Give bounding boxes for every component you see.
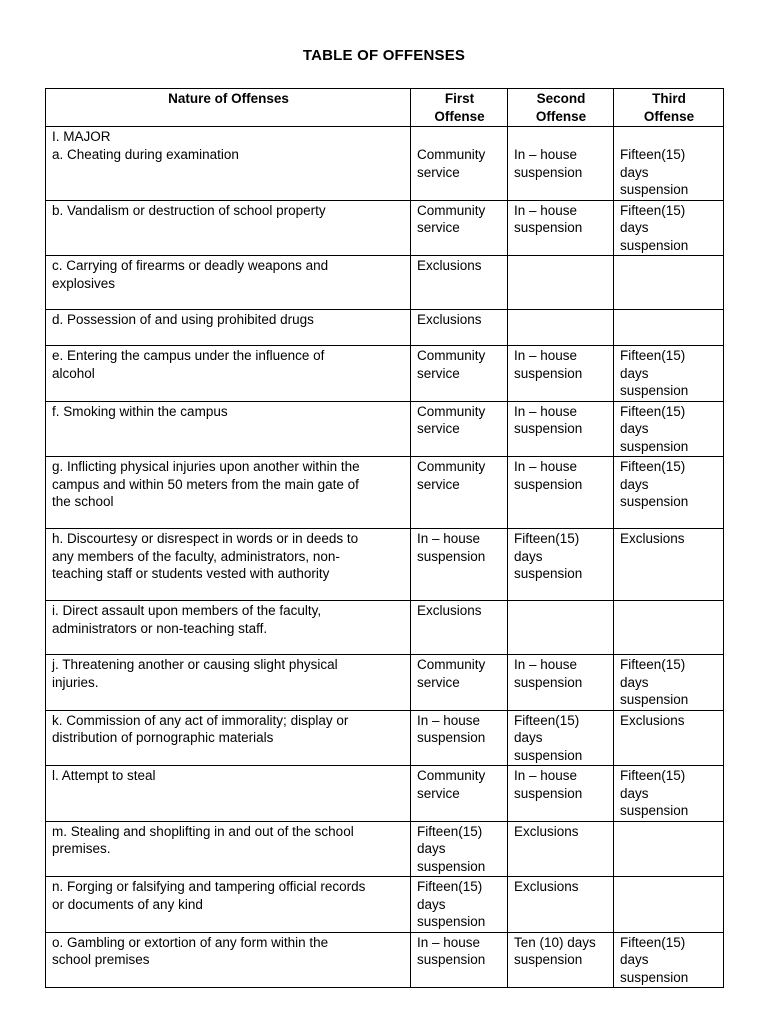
second-offense-cell-text: Ten (10) days suspension [514, 934, 596, 967]
third-offense-cell-text: Fifteen(15) days suspension [620, 934, 689, 985]
offenses-table [45, 88, 724, 988]
offense-cell-text: o. Gambling or extortion of any form within the school premises [52, 934, 329, 967]
third-offense-cell-text: Exclusions [620, 531, 685, 546]
second-offense-cell [508, 601, 614, 655]
offense-cell-text: f. Smoking within the campus [52, 403, 228, 419]
first-offense-cell-text: Community service [417, 348, 486, 381]
offense-cell-text: b. Vandalism or destruction of school property [52, 202, 326, 218]
third-offense-cell [614, 200, 724, 256]
third-offense-cell [614, 127, 724, 201]
second-offense-cell [508, 346, 614, 402]
third-offense-cell [614, 710, 724, 766]
offense-cell [46, 655, 411, 711]
offense-cell-text: d. Possession of and using prohibited drugs [52, 312, 314, 327]
offense-cell [46, 821, 411, 877]
second-offense-cell [508, 932, 614, 988]
second-offense-cell-text: Fifteen(15) days suspension [514, 712, 583, 763]
second-offense-cell-text: In – house suspension [514, 657, 583, 690]
second-offense-cell-text: In – house suspension [514, 202, 583, 235]
third-offense-cell [614, 346, 724, 402]
offense-cell [46, 310, 411, 346]
offense-cell [46, 529, 411, 601]
first-offense-cell-text: Community service [417, 768, 486, 801]
second-offense-cell-text: Exclusions [514, 879, 579, 894]
table-row [46, 200, 724, 256]
offense-cell-text: j. Threatening another or causing slight physical injuries. [52, 657, 338, 690]
second-offense-cell [508, 200, 614, 256]
first-offense-cell [411, 127, 508, 201]
third-offense-cell [614, 457, 724, 529]
table-row [46, 457, 724, 529]
first-offense-cell [411, 256, 508, 310]
second-offense-cell [508, 877, 614, 933]
offense-cell-text: l. Attempt to steal [52, 768, 156, 783]
second-offense-cell-text: In – house suspension [514, 768, 583, 801]
offense-cell [46, 256, 411, 310]
section-label: I. MAJOR [52, 129, 111, 144]
second-offense-cell-text: In – house suspension [514, 403, 583, 436]
offense-cell [46, 877, 411, 933]
offense-cell-text: n. Forging or falsifying and tampering official records or documents of any kind [52, 879, 366, 912]
table-row [46, 127, 724, 201]
table-row [46, 529, 724, 601]
second-offense-cell [508, 127, 614, 201]
table-row [46, 821, 724, 877]
header-third-offense: Third Offense [614, 89, 724, 127]
table-row [46, 710, 724, 766]
offense-cell-text: m. Stealing and shoplifting in and out of the school premises. [52, 823, 354, 856]
first-offense-cell [411, 766, 508, 822]
offense-cell-text: k. Commission of any act of immorality; display or distribution of pornographic materials [52, 712, 349, 745]
header-second-offense: Second Offense [508, 89, 614, 127]
third-offense-cell-text: Fifteen(15) days suspension [620, 348, 689, 398]
first-offense-cell [411, 877, 508, 933]
first-offense-cell [411, 821, 508, 877]
first-offense-cell-text: Exclusions [417, 312, 482, 327]
third-offense-cell [614, 655, 724, 711]
third-offense-cell [614, 310, 724, 346]
table-header-row [46, 89, 724, 127]
second-offense-cell [508, 457, 614, 529]
third-offense-cell [614, 821, 724, 877]
first-offense-cell [411, 457, 508, 529]
third-offense-cell-text: Exclusions [620, 712, 685, 728]
table-row [46, 932, 724, 988]
table-row [46, 655, 724, 711]
first-offense-cell-text: In – house suspension [417, 934, 486, 967]
offense-cell-text: a. Cheating during examination [52, 146, 239, 162]
first-offense-cell-text: Community service [417, 147, 486, 180]
first-offense-cell [411, 346, 508, 402]
third-offense-cell [614, 401, 724, 457]
third-offense-cell-text: Fifteen(15) days suspension [620, 403, 689, 454]
first-offense-cell-text: In – house suspension [417, 531, 486, 564]
second-offense-cell [508, 310, 614, 346]
offense-cell-text: c. Carrying of firearms or deadly weapons and explosives [52, 258, 329, 291]
offense-cell [46, 457, 411, 529]
second-offense-cell [508, 655, 614, 711]
second-offense-cell-text: In – house suspension [514, 348, 583, 381]
second-offense-cell-text: Fifteen(15) days suspension [514, 531, 583, 581]
table-row [46, 766, 724, 822]
second-offense-cell [508, 710, 614, 766]
offense-cell [46, 200, 411, 256]
second-offense-cell-text: In – house suspension [514, 459, 583, 492]
third-offense-cell [614, 877, 724, 933]
second-offense-cell [508, 766, 614, 822]
second-offense-cell [508, 401, 614, 457]
third-offense-cell-text: Fifteen(15) days suspension [620, 459, 689, 509]
third-offense-cell-text: Fifteen(15) days suspension [620, 768, 689, 818]
offense-cell-text: h. Discourtesy or disrespect in words or in deeds to any members of the faculty, administrators, non- teaching staff or students vested with authority [52, 531, 359, 581]
second-offense-cell [508, 256, 614, 310]
first-offense-cell [411, 655, 508, 711]
first-offense-cell [411, 710, 508, 766]
first-offense-cell [411, 529, 508, 601]
offense-cell [46, 932, 411, 988]
table-row [46, 256, 724, 310]
page-title: TABLE OF OFFENSES [302, 47, 466, 64]
first-offense-cell-text: Community service [417, 657, 486, 690]
offense-cell [46, 766, 411, 822]
table-row [46, 601, 724, 655]
first-offense-cell [411, 200, 508, 256]
first-offense-cell-text: Community service [417, 202, 486, 235]
header-first-offense: First Offense [411, 89, 508, 127]
third-offense-cell [614, 601, 724, 655]
offense-cell [46, 601, 411, 655]
third-offense-cell [614, 766, 724, 822]
table-row [46, 346, 724, 402]
offense-cell [46, 127, 411, 201]
first-offense-cell-text: Fifteen(15) days suspension [417, 823, 486, 874]
third-offense-cell [614, 932, 724, 988]
table-row [46, 877, 724, 933]
third-offense-cell [614, 529, 724, 601]
first-offense-cell-text: Exclusions [417, 603, 482, 618]
third-offense-cell-text: Fifteen(15) days suspension [620, 147, 689, 197]
table-row [46, 310, 724, 346]
second-offense-cell [508, 821, 614, 877]
first-offense-cell-text: Community service [417, 403, 486, 436]
second-offense-cell-text: In – house suspension [514, 147, 583, 180]
header-nature: Nature of Offenses [46, 89, 411, 127]
first-offense-cell-text: Community service [417, 459, 486, 492]
third-offense-cell [614, 256, 724, 310]
offense-cell [46, 346, 411, 402]
offense-cell-text: i. Direct assault upon members of the faculty, administrators or non-teaching staff. [52, 603, 322, 636]
second-offense-cell [508, 529, 614, 601]
offense-cell [46, 710, 411, 766]
offense-cell-text: e. Entering the campus under the influence of alcohol [52, 348, 325, 381]
table-row [46, 401, 724, 457]
offense-cell-text: g. Inflicting physical injuries upon another within the campus and within 50 meters from the main gate of the school [52, 459, 360, 509]
first-offense-cell [411, 932, 508, 988]
first-offense-cell-text: In – house suspension [417, 712, 486, 745]
third-offense-cell-text: Fifteen(15) days suspension [620, 202, 689, 253]
third-offense-cell-text: Fifteen(15) days suspension [620, 657, 689, 707]
first-offense-cell-text: Fifteen(15) days suspension [417, 879, 486, 929]
first-offense-cell [411, 401, 508, 457]
first-offense-cell [411, 601, 508, 655]
second-offense-cell-text: Exclusions [514, 823, 579, 839]
first-offense-cell-text: Exclusions [417, 258, 482, 273]
offense-cell [46, 401, 411, 457]
first-offense-cell [411, 310, 508, 346]
